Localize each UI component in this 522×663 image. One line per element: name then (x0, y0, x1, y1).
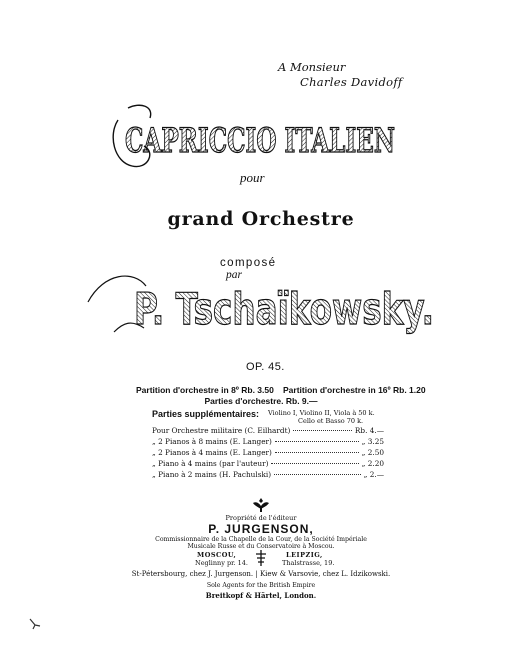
moscou-label: MOSCOU, (197, 551, 237, 559)
leader-dots (275, 441, 359, 442)
parties-supplementaires-line1: Violino I, Violino II, Viola à 50 k. (268, 409, 375, 417)
ornate-title (110, 100, 410, 174)
partition-8vo: Partition d'orchestre in 8º Rb. 3.50 (136, 385, 274, 395)
publisher-line-2: Musicale Russe et du Conservatoire à Moscou. (187, 543, 335, 550)
arrangement-label: „ 2 Pianos à 8 mains (E. Langer) (152, 437, 272, 446)
leader-dots (274, 474, 361, 475)
arrangement-price: „ 2.20 (361, 459, 384, 468)
compose-label: composé (220, 257, 277, 269)
dedication-line-1: A Monsieur (278, 60, 346, 74)
arrangement-row (152, 448, 384, 457)
breitkopf-line: Breitkopf & Härtel, London. (205, 591, 317, 600)
arrangement-price: „ 2.50 (361, 448, 384, 457)
opus-number: OP. 45. (246, 361, 285, 373)
agents-line: St-Pétersbourg, chez J. Jurgenson. | Kiew & Varsovie, chez L. Idzikowski. (131, 570, 391, 578)
leipzig-address: Thalstrasse, 19. (282, 559, 335, 567)
parties-supplementaires-line2: Cello et Basso 70 k. (298, 417, 364, 425)
arrangement-row (152, 459, 384, 468)
pour-label: pour (240, 170, 265, 185)
par-label: par (226, 269, 242, 281)
leipzig-label: LEIPZIG, (286, 551, 323, 559)
ornate-composer-name (84, 262, 444, 338)
ornate-title-text: CAPRICCIO ITALIEN (125, 121, 395, 161)
arrangement-label: „ 2 Pianos à 4 mains (E. Langer) (152, 448, 272, 457)
parties-supplementaires-label: Parties supplémentaires: (152, 409, 260, 419)
arrangement-price: Rb. 4.— (354, 426, 384, 435)
arrangement-price: „ 3.25 (361, 437, 384, 446)
leader-dots (271, 463, 358, 464)
arrangement-price: „ 2.— (363, 470, 384, 479)
publisher-line-1: Commissionnaire de la Chapelle de la Cour, de la Société Impériale (155, 536, 367, 543)
scan-mark-icon (28, 617, 42, 631)
leader-dots (293, 430, 352, 431)
cross-emblem-icon (255, 550, 267, 566)
imperial-eagle-icon (251, 497, 271, 513)
publisher-name: P. JURGENSON, (208, 522, 314, 536)
arrangement-label: „ Piano à 4 mains (par l'auteur) (152, 459, 269, 468)
arrangement-row (152, 470, 384, 479)
sole-agents-line: Sole Agents for the British Empire (206, 582, 316, 589)
leader-dots (275, 452, 359, 453)
arrangement-label: „ Piano à 2 mains (H. Pachulski) (152, 470, 272, 479)
partition-16mo: Partition d'orchestre in 16º Rb. 1.20 (283, 385, 426, 395)
composer-name-text: P. Tschaïkowsky. (134, 284, 434, 335)
propriete-editeur: Propriété de l'éditeur (225, 514, 297, 522)
arrangement-label: Pour Orchestre militaire (C. Eilhardt) (152, 426, 291, 435)
grand-orchestre-heading: grand Orchestre (167, 208, 355, 230)
arrangement-row (152, 437, 384, 446)
arrangement-row (152, 426, 384, 435)
moscou-address: Neglinny pr. 14. (195, 559, 248, 567)
parties-orchestre: Parties d'orchestre. Rb. 9.— (204, 396, 318, 406)
dedication-line-2: Charles Davidoff (300, 75, 403, 89)
